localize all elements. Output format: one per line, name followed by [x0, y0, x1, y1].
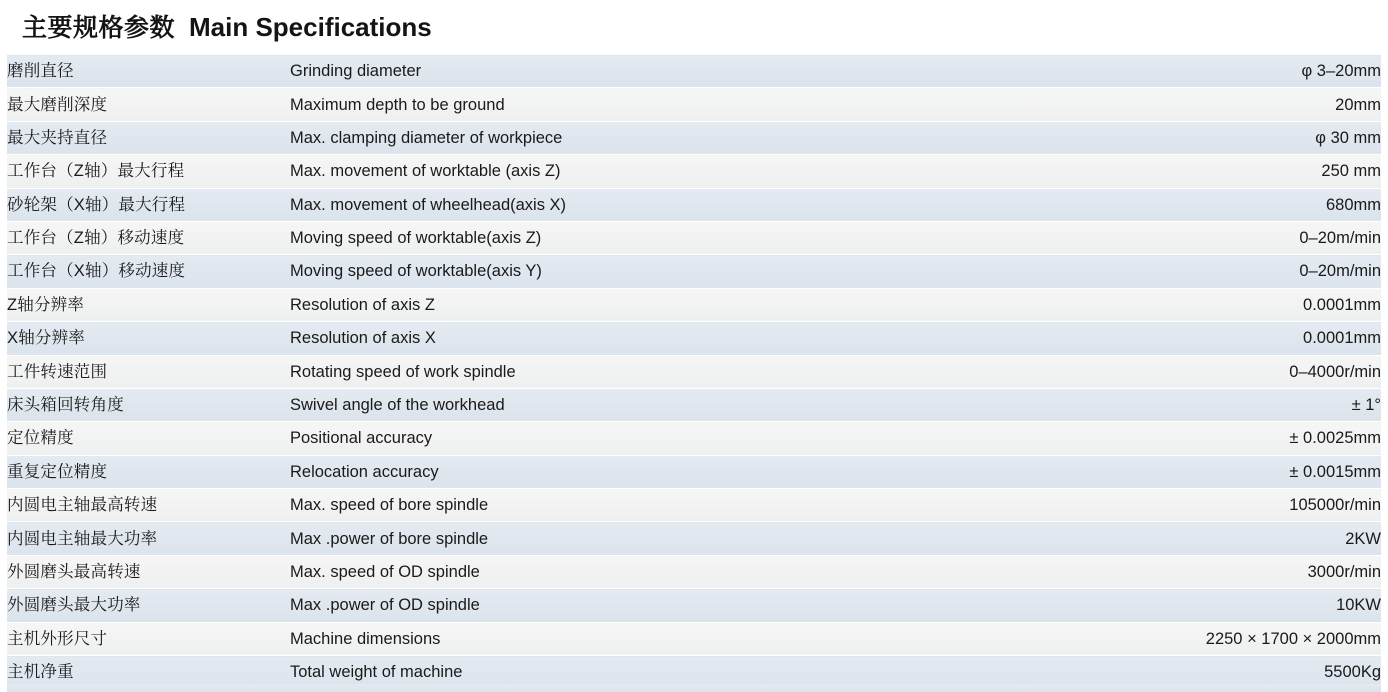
spec-value: 2250 × 1700 × 2000mm	[1025, 622, 1381, 655]
spec-name-english: Machine dimensions	[290, 622, 1025, 655]
spec-name-chinese: 定位精度	[7, 422, 290, 455]
spec-value: 680mm	[1025, 188, 1381, 221]
spec-name-english: Maximum depth to be ground	[290, 88, 1025, 121]
spec-name-english: Moving speed of worktable(axis Y)	[290, 255, 1025, 288]
spec-value: 0–4000r/min	[1025, 355, 1381, 388]
bottom-strip	[7, 684, 1381, 692]
spec-name-chinese: X轴分辨率	[7, 322, 290, 355]
table-row	[7, 388, 1381, 421]
spec-value: 0.0001mm	[1025, 288, 1381, 321]
spec-name-chinese: 砂轮架（X轴）最大行程	[7, 188, 290, 221]
table-row	[7, 489, 1381, 522]
spec-name-chinese: 最大磨削深度	[7, 88, 290, 121]
page-title-english: Main Specifications	[189, 12, 432, 42]
spec-value: 3000r/min	[1025, 555, 1381, 588]
page-title-chinese: 主要规格参数	[22, 14, 176, 42]
specifications-table	[7, 54, 1381, 689]
spec-name-english: Rotating speed of work spindle	[290, 355, 1025, 388]
spec-value: ± 0.0025mm	[1025, 422, 1381, 455]
table-row	[7, 589, 1381, 622]
spec-name-english: Swivel angle of the workhead	[290, 388, 1025, 421]
table-row	[7, 188, 1381, 221]
spec-name-english: Max. speed of bore spindle	[290, 489, 1025, 522]
table-row	[7, 555, 1381, 588]
spec-name-chinese: 工作台（Z轴）最大行程	[7, 155, 290, 188]
spec-value: ± 1°	[1025, 388, 1381, 421]
spec-name-chinese: 工件转速范围	[7, 355, 290, 388]
spec-name-english: Resolution of axis Z	[290, 288, 1025, 321]
spec-name-chinese: 外圆磨头最大功率	[7, 589, 290, 622]
table-row	[7, 355, 1381, 388]
spec-value: 105000r/min	[1025, 489, 1381, 522]
spec-value: 250 mm	[1025, 155, 1381, 188]
spec-name-chinese: 内圆电主轴最高转速	[7, 489, 290, 522]
spec-value: 20mm	[1025, 88, 1381, 121]
spec-name-english: Max. speed of OD spindle	[290, 555, 1025, 588]
spec-value: 10KW	[1025, 589, 1381, 622]
spec-value: 0.0001mm	[1025, 322, 1381, 355]
spec-name-english: Positional accuracy	[290, 422, 1025, 455]
table-row	[7, 255, 1381, 288]
spec-value: 2KW	[1025, 522, 1381, 555]
spec-value: ± 0.0015mm	[1025, 455, 1381, 488]
spec-value: 5500Kg	[1025, 656, 1381, 689]
table-row	[7, 88, 1381, 121]
spec-value: 0–20m/min	[1025, 255, 1381, 288]
spec-name-chinese: 工作台（X轴）移动速度	[7, 255, 290, 288]
table-row	[7, 322, 1381, 355]
spec-name-chinese: 内圆电主轴最大功率	[7, 522, 290, 555]
spec-name-english: Max .power of OD spindle	[290, 589, 1025, 622]
spec-name-english: Resolution of axis X	[290, 322, 1025, 355]
spec-name-chinese: 最大夹持直径	[7, 121, 290, 154]
table-row	[7, 455, 1381, 488]
spec-value: φ 30 mm	[1025, 121, 1381, 154]
table-row	[7, 422, 1381, 455]
table-row	[7, 221, 1381, 254]
spec-name-chinese: Z轴分辨率	[7, 288, 290, 321]
table-row	[7, 622, 1381, 655]
spec-name-chinese: 床头箱回转角度	[7, 388, 290, 421]
spec-name-chinese: 重复定位精度	[7, 455, 290, 488]
spec-name-chinese: 工作台（Z轴）移动速度	[7, 221, 290, 254]
spec-name-english: Max. movement of wheelhead(axis X)	[290, 188, 1025, 221]
spec-name-english: Relocation accuracy	[290, 455, 1025, 488]
spec-name-english: Total weight of machine	[290, 656, 1025, 689]
table-row	[7, 55, 1381, 88]
table-row	[7, 522, 1381, 555]
table-row	[7, 121, 1381, 154]
spec-name-english: Grinding diameter	[290, 55, 1025, 88]
spec-name-english: Max. movement of worktable (axis Z)	[290, 155, 1025, 188]
page-title	[0, 0, 1388, 54]
table-row	[7, 288, 1381, 321]
spec-name-chinese: 磨削直径	[7, 55, 290, 88]
spec-name-english: Moving speed of worktable(axis Z)	[290, 221, 1025, 254]
spec-name-chinese: 外圆磨头最高转速	[7, 555, 290, 588]
spec-name-english: Max. clamping diameter of workpiece	[290, 121, 1025, 154]
spec-value: φ 3–20mm	[1025, 55, 1381, 88]
spec-value: 0–20m/min	[1025, 221, 1381, 254]
specifications-table-body	[7, 55, 1381, 689]
spec-name-english: Max .power of bore spindle	[290, 522, 1025, 555]
table-row	[7, 155, 1381, 188]
spec-name-chinese: 主机外形尺寸	[7, 622, 290, 655]
spec-name-chinese: 主机净重	[7, 656, 290, 689]
